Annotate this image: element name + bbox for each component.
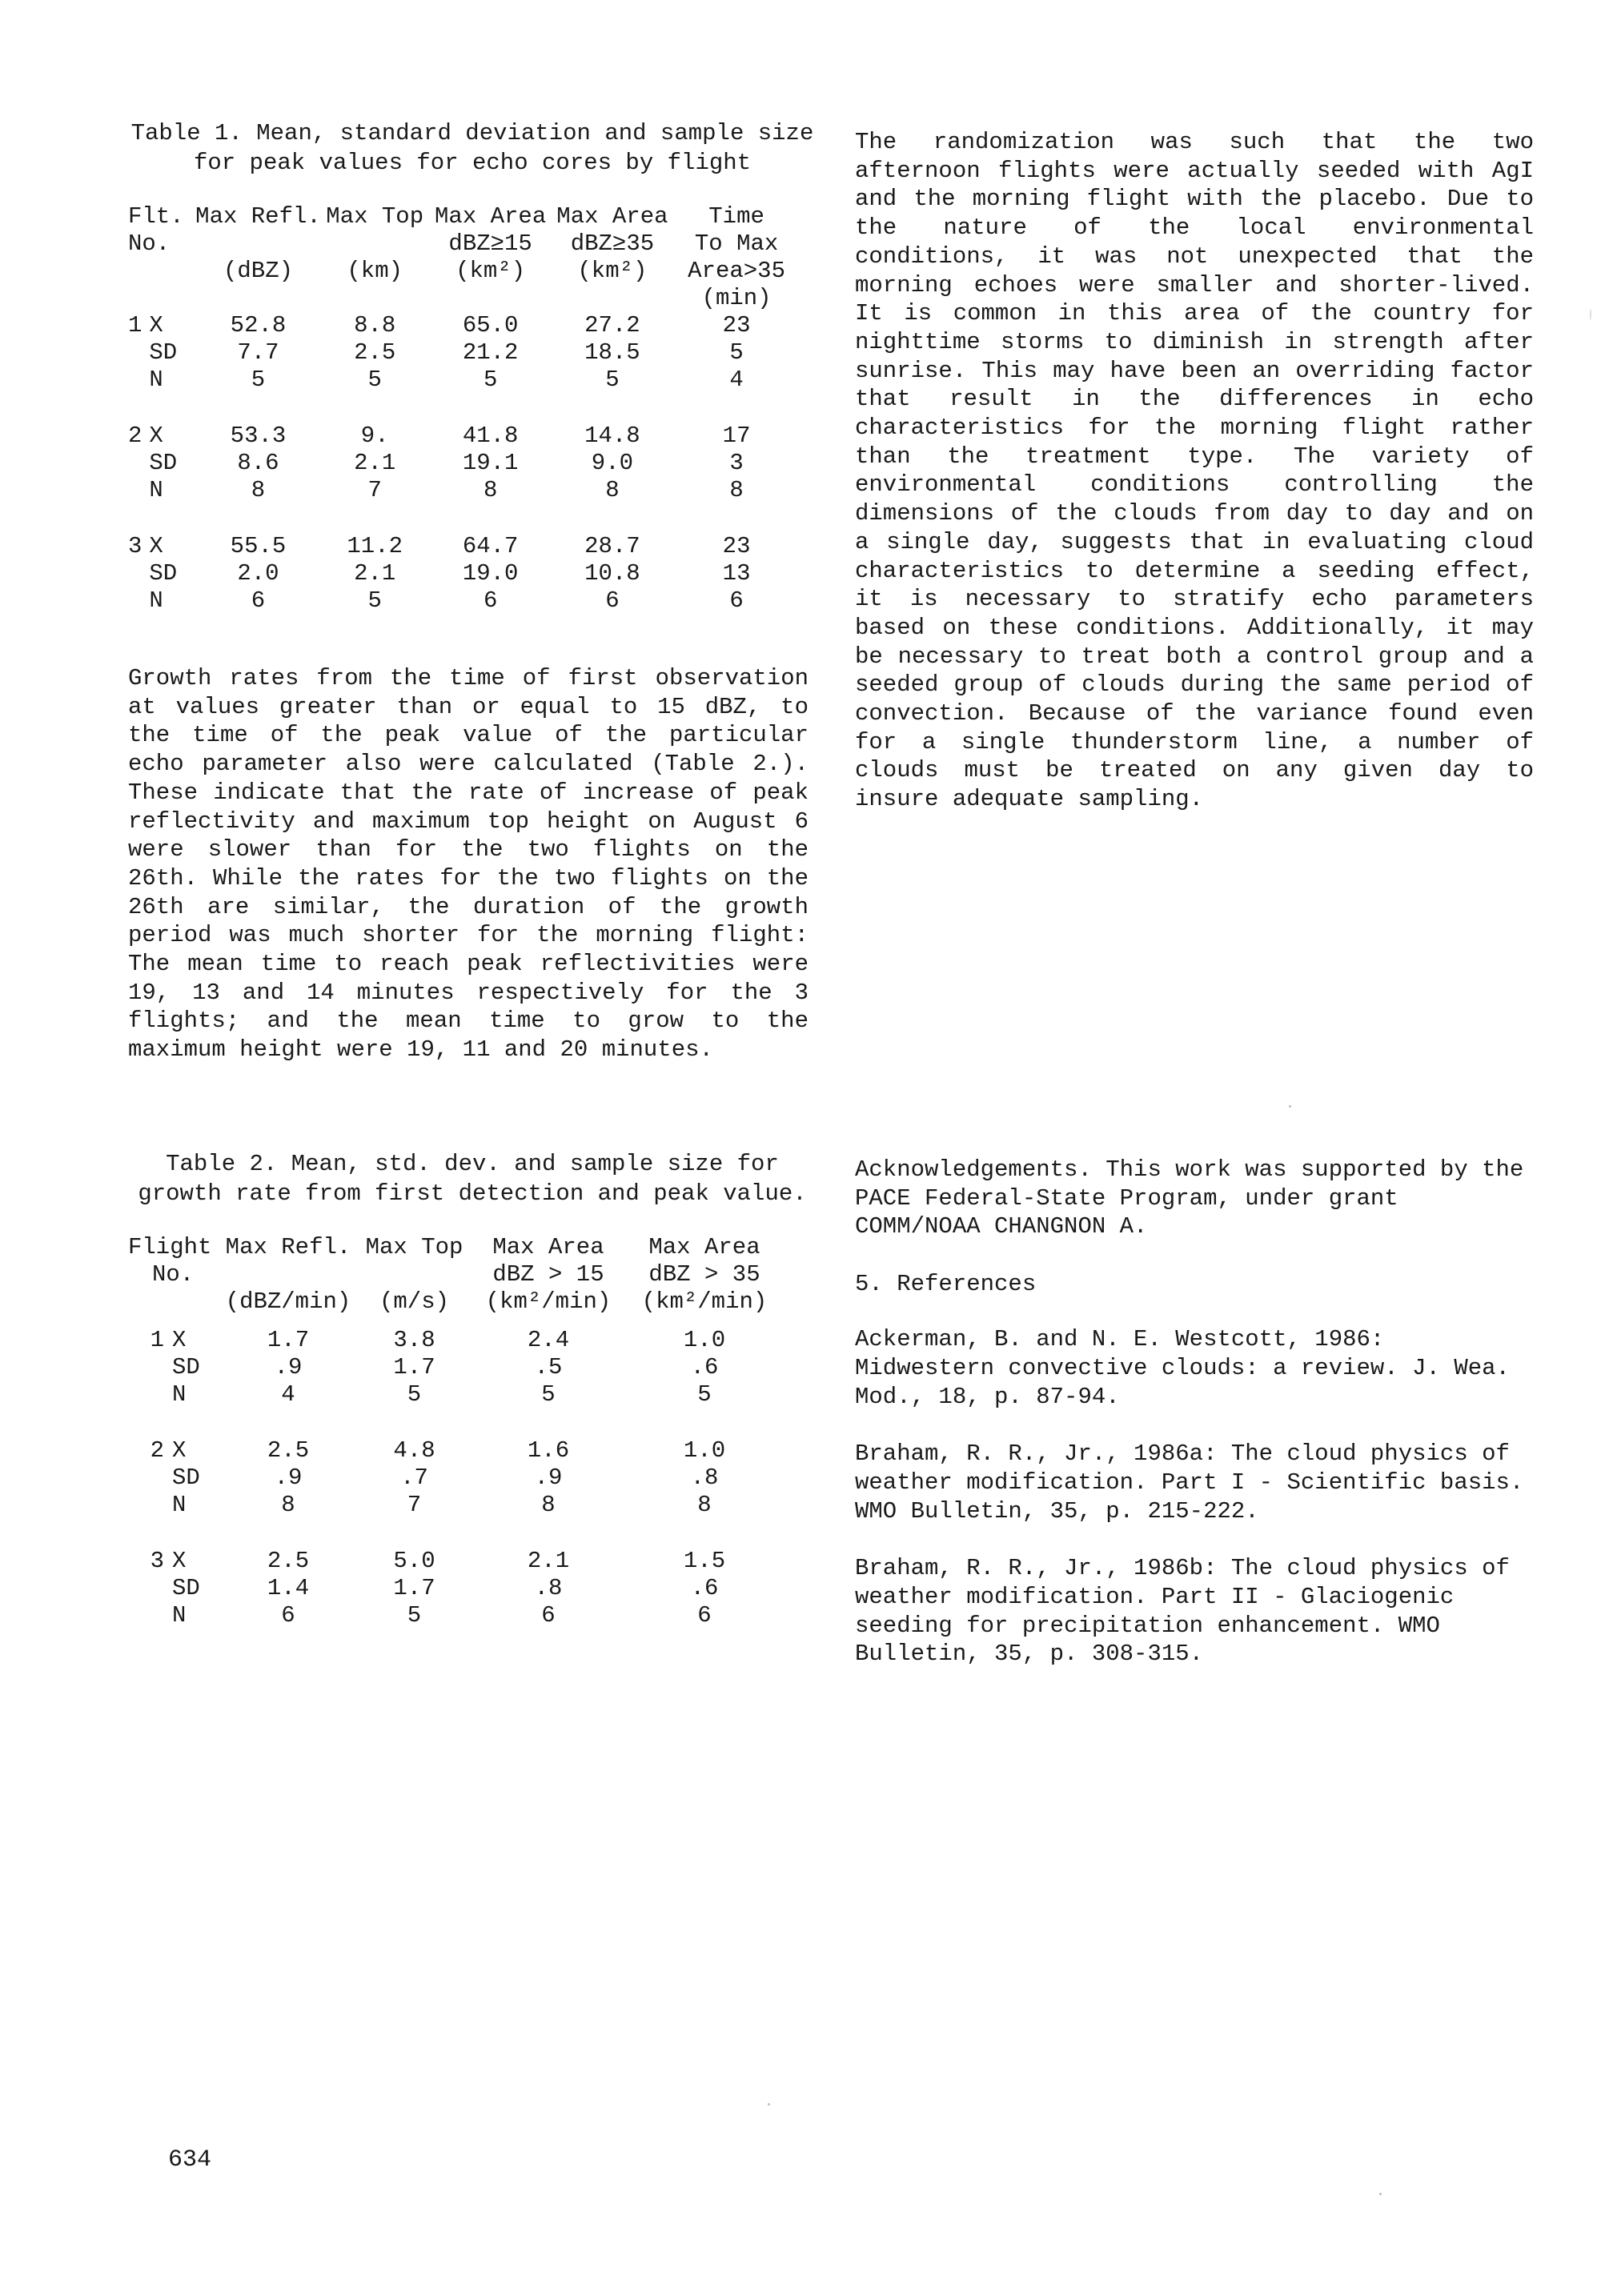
table1-header-cell bbox=[195, 230, 321, 258]
table-cell: 2.0 bbox=[237, 560, 279, 587]
table-cell: 5 bbox=[251, 367, 266, 393]
table-cell: 41.8 bbox=[462, 423, 519, 449]
table-cell: 5 bbox=[697, 1381, 712, 1408]
table1-col-time: Time bbox=[708, 203, 764, 230]
flight-number bbox=[128, 1492, 172, 1519]
table2-header-row bbox=[128, 1234, 784, 1261]
table2-header-row bbox=[128, 1261, 784, 1288]
table-cell: 2.5 bbox=[267, 1548, 310, 1574]
table-cell: 5 bbox=[407, 1381, 422, 1408]
table-cell: 11.2 bbox=[347, 533, 403, 559]
stat-label: SD bbox=[172, 1465, 200, 1491]
table1-unit-time: Area>35 bbox=[688, 258, 785, 284]
table-cell: 2.1 bbox=[354, 560, 396, 587]
table-cell: 65.0 bbox=[462, 312, 519, 339]
table-row bbox=[128, 1492, 784, 1519]
table-cell: 2.1 bbox=[527, 1548, 570, 1574]
table1-header-cell: No. bbox=[128, 230, 171, 257]
table1-unit-time-min: (min) bbox=[701, 285, 772, 311]
table1-col-flight: Flt. bbox=[128, 203, 184, 230]
table-cell: 6 bbox=[697, 1602, 712, 1629]
table1-unit-maxrefl: (dBZ) bbox=[223, 258, 293, 284]
table-cell: 28.7 bbox=[584, 533, 640, 559]
right-paragraph-block bbox=[855, 128, 1534, 814]
table-cell: 5 bbox=[367, 587, 382, 614]
table-cell: 21.2 bbox=[462, 339, 519, 366]
table1-header-row bbox=[128, 285, 800, 312]
table1-unit-maxarea15: (km²) bbox=[455, 258, 526, 284]
table-cell: 64.7 bbox=[462, 533, 519, 559]
stat-label: X bbox=[172, 1548, 187, 1574]
table-row bbox=[128, 533, 800, 560]
table-cell: 4 bbox=[281, 1381, 295, 1408]
table-cell: 7.7 bbox=[237, 339, 279, 366]
table2-group-flight-3 bbox=[128, 1548, 784, 1629]
table-cell: .6 bbox=[690, 1354, 719, 1380]
references-heading: 5. References bbox=[855, 1271, 1037, 1298]
table2-header-cell bbox=[128, 1288, 220, 1316]
table-cell: 55.5 bbox=[230, 533, 287, 559]
flight-number bbox=[128, 367, 149, 394]
table-row bbox=[128, 1602, 784, 1629]
table-cell: 52.8 bbox=[230, 312, 287, 339]
table-cell: 1.7 bbox=[393, 1575, 435, 1601]
flight-number bbox=[128, 1381, 172, 1408]
stat-label: N bbox=[149, 477, 163, 503]
table-cell: 9. bbox=[360, 423, 389, 449]
table2-header-cell bbox=[356, 1261, 472, 1288]
references-list bbox=[855, 1325, 1534, 1669]
acknowledgements: Acknowledgements. This work was supported by the PACE Federal-State Program, under grant COMM/NOAA CHANGNON A. bbox=[855, 1156, 1524, 1240]
table-cell: 7 bbox=[407, 1492, 422, 1518]
table-cell: 18.5 bbox=[584, 339, 640, 366]
flight-number: 1 bbox=[150, 1327, 164, 1353]
stat-label: X bbox=[149, 312, 163, 339]
table-cell: 8 bbox=[729, 477, 744, 503]
stat-label: X bbox=[172, 1327, 187, 1353]
table-cell: 1.5 bbox=[683, 1548, 726, 1574]
table-cell: 6 bbox=[541, 1602, 556, 1629]
table2-unit-maxarea35: (km²/min) bbox=[641, 1288, 768, 1315]
stat-label: X bbox=[149, 533, 163, 559]
table-cell: 19.0 bbox=[462, 560, 519, 587]
table2-header-cell: dBZ > 15 bbox=[492, 1261, 604, 1288]
table-cell: .9 bbox=[274, 1465, 303, 1491]
reference-item: Braham, R. R., Jr., 1986b: The cloud physics of weather modification. Part II - Glaciogenic seeding for precipitation enhancement. WMO Bulletin, 35, p. 308-315. bbox=[855, 1555, 1510, 1668]
table-row bbox=[128, 1354, 784, 1381]
table-row bbox=[128, 312, 800, 339]
flight-number bbox=[128, 477, 149, 504]
table-cell: .8 bbox=[690, 1465, 719, 1491]
table-cell: 3.8 bbox=[393, 1327, 435, 1353]
table-row bbox=[128, 423, 800, 450]
table-row bbox=[128, 1437, 784, 1465]
table2-col-maxrefl: Max Refl. bbox=[225, 1234, 351, 1260]
flight-number bbox=[128, 587, 149, 615]
table1-group-flight-3 bbox=[128, 533, 800, 615]
table-cell: .7 bbox=[400, 1465, 428, 1491]
stat-label: SD bbox=[149, 339, 178, 366]
table-cell: 7 bbox=[367, 477, 382, 503]
table1-header-cell bbox=[321, 230, 429, 258]
reference-item: Ackerman, B. and N. E. Westcott, 1986: Midwestern convective clouds: a review. J. Wea. Mod., 18, p. 87-94. bbox=[855, 1326, 1510, 1410]
table2-block bbox=[128, 1149, 817, 1629]
flight-number: 2 bbox=[150, 1437, 164, 1464]
table-cell: 8 bbox=[251, 477, 266, 503]
table-cell: 2.5 bbox=[267, 1437, 310, 1464]
stat-label: N bbox=[172, 1602, 187, 1629]
table2-col-flight: Flight bbox=[128, 1234, 212, 1260]
table-row bbox=[128, 450, 800, 477]
table-cell: 27.2 bbox=[584, 312, 640, 339]
table-cell: 6 bbox=[729, 587, 744, 614]
table1-unit-maxtop: (km) bbox=[347, 258, 403, 284]
table-row bbox=[128, 339, 800, 367]
table-cell: 8 bbox=[697, 1492, 712, 1518]
table2-header-cell: No. bbox=[152, 1261, 195, 1288]
table-cell: 1.4 bbox=[267, 1575, 310, 1601]
flight-number bbox=[128, 1602, 172, 1629]
table-cell: 6 bbox=[281, 1602, 295, 1629]
table1-header-cell bbox=[128, 258, 195, 285]
table-cell: 6 bbox=[605, 587, 620, 614]
table-cell: 19.1 bbox=[462, 450, 519, 476]
table-cell: 8.8 bbox=[354, 312, 396, 339]
table-cell: 8.6 bbox=[237, 450, 279, 476]
table1-header-cell bbox=[128, 285, 672, 312]
table1-group-flight-2 bbox=[128, 423, 800, 504]
table-cell: 5 bbox=[483, 367, 498, 393]
table-cell: 5.0 bbox=[393, 1548, 435, 1574]
table-cell: 5 bbox=[729, 339, 744, 366]
table-cell: .6 bbox=[690, 1575, 719, 1601]
table2-caption: Table 2. Mean, std. dev. and sample size for growth rate from first detection and peak value. bbox=[138, 1151, 807, 1207]
table-cell: 1.0 bbox=[683, 1437, 726, 1464]
table2-header-cell: dBZ > 35 bbox=[648, 1261, 760, 1288]
flight-number bbox=[128, 339, 149, 367]
stat-label: SD bbox=[149, 450, 178, 476]
table-row bbox=[128, 560, 800, 587]
table1-header-cell: dBZ≥15 bbox=[448, 230, 532, 257]
table-cell: 8 bbox=[281, 1492, 295, 1518]
table-cell: 3 bbox=[729, 450, 744, 476]
table1-header-row bbox=[128, 230, 800, 258]
table2-col-maxarea15: Max Area bbox=[492, 1234, 604, 1260]
flight-number bbox=[128, 450, 149, 477]
table1-group-flight-1 bbox=[128, 312, 800, 394]
flight-number bbox=[128, 1575, 172, 1602]
flight-number bbox=[128, 560, 149, 587]
stat-label: X bbox=[149, 423, 163, 449]
table-row bbox=[128, 1575, 784, 1602]
randomization-paragraph: The randomization was such that the two afternoon flights were actually seeded with AgI and the morning flight with the placebo. Due to the nature of the local environmental conditions, it was not unexpected that the morning echoes were smaller and shorter-lived. It is common in this area of the country for nighttime storms to diminish in strength after sunrise. This may have been an overriding factor that result in the differences in echo characteristics for the morning flight rather than the treatment type. The variety of environmental conditions controlling the dimensions of the clouds from day to day and on a single day, suggests that in evaluating cloud characteristics to determine a seeding effect, it is necessary to stratify echo parameters based on these conditions. Additionally, it may be necessary to treat both a control group and a seeded group of clouds during the same period of convection. Because of the variance found even for a single thunderstorm line, a number of clouds must be treated on any given day to insure adequate sampling. bbox=[855, 129, 1534, 813]
table-cell: 53.3 bbox=[230, 423, 287, 449]
table1-col-maxtop: Max Top bbox=[326, 203, 424, 230]
table-cell: 2.1 bbox=[354, 450, 396, 476]
table-cell: 23 bbox=[722, 533, 751, 559]
table-cell: 5 bbox=[407, 1602, 422, 1629]
table-cell: 10.8 bbox=[584, 560, 640, 587]
table-cell: 1.0 bbox=[683, 1327, 726, 1353]
flight-number bbox=[128, 1465, 172, 1492]
table1-header-row bbox=[128, 258, 800, 285]
table-cell: 2.4 bbox=[527, 1327, 570, 1353]
flight-number: 1 bbox=[128, 312, 142, 339]
scan-speck bbox=[1379, 2193, 1382, 2195]
reference-item: Braham, R. R., Jr., 1986a: The cloud physics of weather modification. Part I - Scientific basis. WMO Bulletin, 35, p. 215-222. bbox=[855, 1441, 1524, 1525]
table-cell: 6 bbox=[251, 587, 266, 614]
table1 bbox=[128, 203, 800, 615]
scan-speck bbox=[768, 2103, 770, 2106]
stat-label: SD bbox=[172, 1354, 200, 1380]
table1-caption: Table 1. Mean, standard deviation and sample size for peak values for echo cores by flight bbox=[130, 120, 814, 176]
table-cell: 4.8 bbox=[393, 1437, 435, 1464]
table-cell: 6 bbox=[483, 587, 498, 614]
table1-header-cell: dBZ≥35 bbox=[570, 230, 655, 257]
table-cell: 4 bbox=[729, 367, 744, 393]
scan-speck bbox=[1590, 309, 1591, 320]
table1-unit-maxarea35: (km²) bbox=[577, 258, 648, 284]
table-row bbox=[128, 367, 800, 394]
table-cell: 8 bbox=[605, 477, 620, 503]
table-cell: 5 bbox=[367, 367, 382, 393]
table-row bbox=[128, 1548, 784, 1575]
table-cell: 13 bbox=[722, 560, 751, 587]
table1-header-row bbox=[128, 203, 800, 230]
table-cell: .8 bbox=[534, 1575, 563, 1601]
table1-col-maxrefl: Max Refl. bbox=[195, 203, 321, 230]
table-row bbox=[128, 477, 800, 504]
stat-label: X bbox=[172, 1437, 187, 1464]
flight-number: 3 bbox=[128, 533, 142, 559]
table-cell: 8 bbox=[483, 477, 498, 503]
stat-label: SD bbox=[172, 1575, 200, 1601]
table-cell: 1.7 bbox=[267, 1327, 310, 1353]
table-cell: 2.5 bbox=[354, 339, 396, 366]
table-cell: 5 bbox=[605, 367, 620, 393]
table2-unit-maxtop: (m/s) bbox=[379, 1288, 449, 1315]
table-row bbox=[128, 1381, 784, 1408]
table-cell: 1.7 bbox=[393, 1354, 435, 1380]
left-paragraph-block bbox=[128, 664, 809, 1064]
stat-label: N bbox=[149, 367, 163, 393]
table1-col-maxarea35: Max Area bbox=[556, 203, 668, 230]
table-row bbox=[128, 1327, 784, 1354]
table-cell: 23 bbox=[722, 312, 751, 339]
flight-number: 2 bbox=[128, 423, 142, 449]
table2-header-row bbox=[128, 1288, 784, 1316]
table-cell: .9 bbox=[274, 1354, 303, 1380]
table1-block bbox=[128, 118, 817, 615]
table2-unit-maxrefl: (dBZ/min) bbox=[225, 1288, 351, 1315]
table-cell: 5 bbox=[541, 1381, 556, 1408]
stat-label: SD bbox=[149, 560, 178, 587]
table-row bbox=[128, 1465, 784, 1492]
acknowledgements-block bbox=[855, 1156, 1534, 1685]
stat-label: N bbox=[172, 1381, 187, 1408]
table-row bbox=[128, 587, 800, 615]
table1-header-cell: To Max bbox=[694, 230, 779, 257]
table-cell: 8 bbox=[541, 1492, 556, 1518]
table-cell: 17 bbox=[722, 423, 751, 449]
flight-number bbox=[128, 1354, 172, 1381]
flight-number: 3 bbox=[150, 1548, 164, 1574]
growth-rates-paragraph: Growth rates from the time of first observation at values greater than or equal to 15 dBZ, to the time of the peak value of the particular echo parameter also were calculated (Table 2.). These indicate that the rate of increase of peak reflectivity and maximum top height on August 6 were slower than for the two flights on the 26th. While the rates for the two flights on the 26th are similar, the duration of the growth period was much shorter for the morning flight: The mean time to reach peak reflectivities were 19, 13 and 14 minutes respectively for the 3 flights; and the mean time to grow to the maximum height were 19, 11 and 20 minutes. bbox=[128, 665, 809, 1064]
table2-group-flight-2 bbox=[128, 1437, 784, 1519]
table2 bbox=[128, 1234, 784, 1629]
page-number: 634 bbox=[168, 2146, 212, 2174]
table2-group-flight-1 bbox=[128, 1327, 784, 1408]
table-cell: .5 bbox=[534, 1354, 563, 1380]
table2-col-maxarea35: Max Area bbox=[648, 1234, 760, 1260]
table1-col-maxarea15: Max Area bbox=[435, 203, 547, 230]
stat-label: N bbox=[149, 587, 163, 614]
table2-col-maxtop: Max Top bbox=[365, 1234, 463, 1260]
table-cell: 14.8 bbox=[584, 423, 640, 449]
table-cell: 9.0 bbox=[591, 450, 634, 476]
table-cell: 1.6 bbox=[527, 1437, 570, 1464]
table2-unit-maxarea15: (km²/min) bbox=[485, 1288, 612, 1315]
table-cell: .9 bbox=[534, 1465, 563, 1491]
scan-speck bbox=[1289, 1105, 1291, 1108]
table2-header-cell bbox=[220, 1261, 356, 1288]
stat-label: N bbox=[172, 1492, 187, 1518]
